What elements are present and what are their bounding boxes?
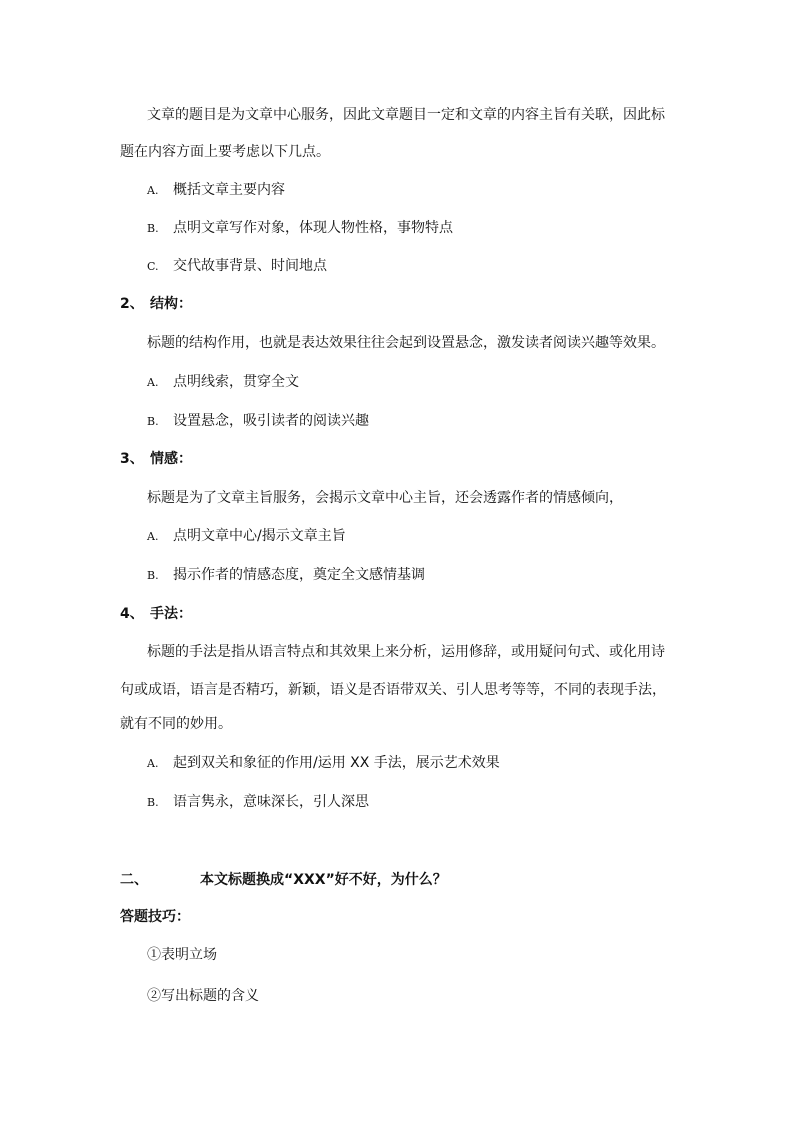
section-heading <box>120 604 192 624</box>
tips-label: 答题技巧： <box>120 909 190 925</box>
paragraph-line: 句或成语，语言是否精巧，新颖，语义是否语带双关、引人思考等等，不同的表现手法， <box>120 682 666 698</box>
paragraph-line: 标题的手法是指从语言特点和其效果上来分析，运用修辞，或用疑问句式、或化用诗 <box>147 644 665 660</box>
list-item-text: 点明线索，贯穿全文 <box>173 374 299 390</box>
paragraph-line: 文章的题目是为文章中心服务，因此文章题目一定和文章的内容主旨有关联，因此标 <box>147 107 665 123</box>
list-item <box>147 753 500 774</box>
list-item <box>147 526 346 547</box>
list-item-text: 起到双关和象征的作用/运用 XX 手法，展示艺术效果 <box>173 755 500 771</box>
part-question: 本文标题换成“XXX”好不好，为什么？ <box>200 872 447 888</box>
section-number: 2、 <box>120 296 144 312</box>
list-item-label: B. <box>147 569 159 582</box>
list-item <box>147 411 369 432</box>
section-heading <box>120 294 192 314</box>
part-heading <box>120 870 447 890</box>
paragraph-line: 就有不同的妙用。 <box>120 716 232 732</box>
list-item-label: A. <box>147 757 159 770</box>
paragraph-line: 题在内容方面上要考虑以下几点。 <box>120 144 330 160</box>
tip-item: ②写出标题的含义 <box>147 988 259 1004</box>
list-item-text: 概括文章主要内容 <box>173 182 285 198</box>
list-item-label: A. <box>147 376 159 389</box>
list-item <box>147 256 327 277</box>
list-item-label: B. <box>147 222 159 235</box>
part-number: 二、 <box>120 872 148 888</box>
tip-item: ①表明立场 <box>147 947 217 963</box>
list-item-label: B. <box>147 415 159 428</box>
list-item-text: 点明文章写作对象，体现人物性格，事物特点 <box>173 220 453 236</box>
section-title: 情感： <box>150 451 192 467</box>
list-item-text: 交代故事背景、时间地点 <box>173 258 327 274</box>
paragraph-line: 标题的结构作用，也就是表达效果往往会起到设置悬念，激发读者阅读兴趣等效果。 <box>147 335 665 351</box>
list-item-label: A. <box>147 184 159 197</box>
section-number: 4、 <box>120 606 144 622</box>
list-item <box>147 218 453 239</box>
list-item-label: A. <box>147 530 159 543</box>
list-item-label: B. <box>147 796 159 809</box>
section-title: 结构： <box>150 296 192 312</box>
list-item <box>147 792 369 813</box>
list-item <box>147 372 299 393</box>
list-item <box>147 565 425 586</box>
list-item <box>147 180 285 201</box>
list-item-label: C. <box>147 260 159 273</box>
section-number: 3、 <box>120 451 144 467</box>
list-item-text: 设置悬念，吸引读者的阅读兴趣 <box>173 413 369 429</box>
section-title: 手法： <box>150 606 192 622</box>
section-heading <box>120 449 192 469</box>
paragraph-line: 标题是为了文章主旨服务，会揭示文章中心主旨，还会透露作者的情感倾向， <box>147 490 623 506</box>
list-item-text: 点明文章中心/揭示文章主旨 <box>173 528 346 544</box>
list-item-text: 揭示作者的情感态度，奠定全文感情基调 <box>173 567 425 583</box>
list-item-text: 语言隽永，意味深长，引人深思 <box>173 794 369 810</box>
